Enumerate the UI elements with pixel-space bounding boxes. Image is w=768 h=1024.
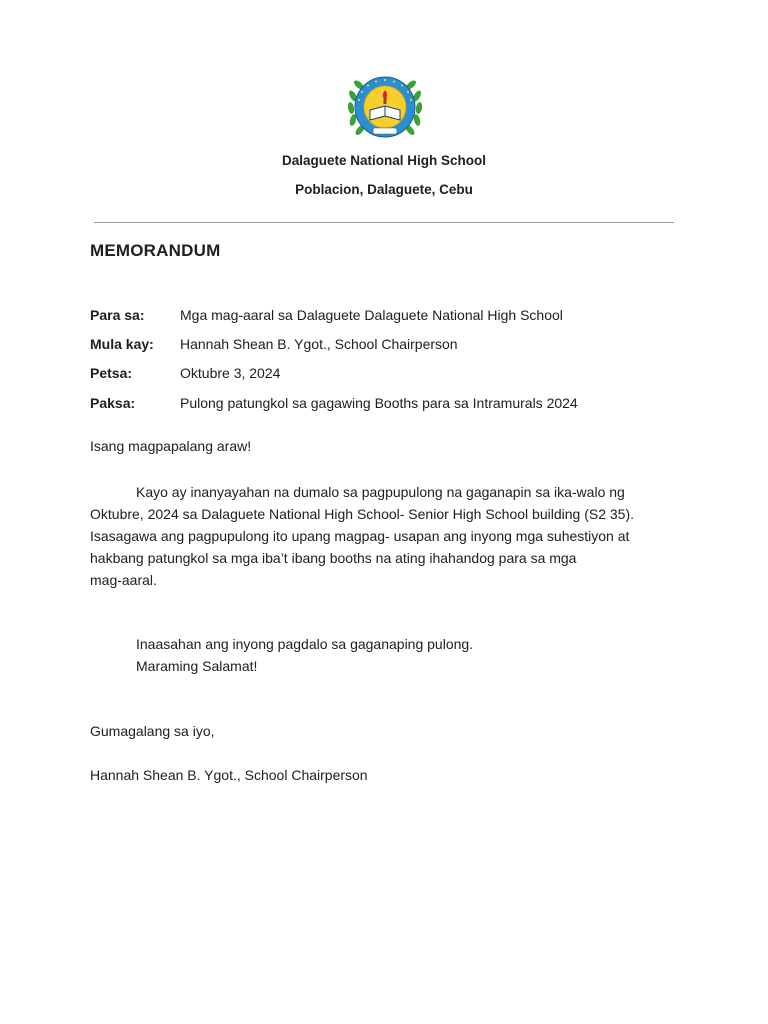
body-line: hakbang patungkol sa mga iba’t ibang booths na ating ihahandog para sa mga	[90, 550, 577, 566]
memo-title: MEMORANDUM	[90, 241, 221, 260]
closing-line: Inaasahan ang inyong pagdalo sa gaganaping pulong.	[136, 636, 474, 652]
field-value: Hannah Shean B. Ygot., School Chairperson	[180, 336, 458, 352]
body-line: Isasagawa ang pagpupulong ito upang magpag- usapan ang inyong mga suhestiyon at	[90, 528, 630, 544]
school-seal-logo	[342, 72, 428, 142]
field-label: Paksa:	[90, 395, 136, 411]
body-line: Oktubre, 2024 sa Dalaguete National High School- Senior High School building (S2 35).	[90, 506, 634, 522]
body-paragraph	[90, 481, 680, 591]
field-label: Mula kay:	[90, 336, 154, 352]
field-value: Oktubre 3, 2024	[180, 365, 281, 381]
field-value: Mga mag-aaral sa Dalaguete Dalaguete National High School	[180, 307, 563, 323]
school-address: Poblacion, Dalaguete, Cebu	[295, 182, 473, 197]
greeting: Isang magpapalang araw!	[90, 438, 252, 454]
body-line: Kayo ay inanyayahan na dumalo sa pagpupulong na gaganapin sa ika-walo ng	[136, 484, 625, 500]
signature: Hannah Shean B. Ygot., School Chairperson	[90, 767, 368, 783]
field-label: Para sa:	[90, 307, 145, 323]
school-name: Dalaguete National High School	[281, 153, 487, 168]
field-value: Pulong patungkol sa gagawing Booths para sa Intramurals 2024	[180, 395, 578, 411]
valediction: Gumagalang sa iyo,	[90, 723, 215, 739]
header-divider	[94, 222, 674, 223]
field-label: Petsa:	[90, 365, 133, 381]
body-line: mag-aaral.	[90, 572, 157, 588]
closing-line: Maraming Salamat!	[136, 658, 258, 674]
